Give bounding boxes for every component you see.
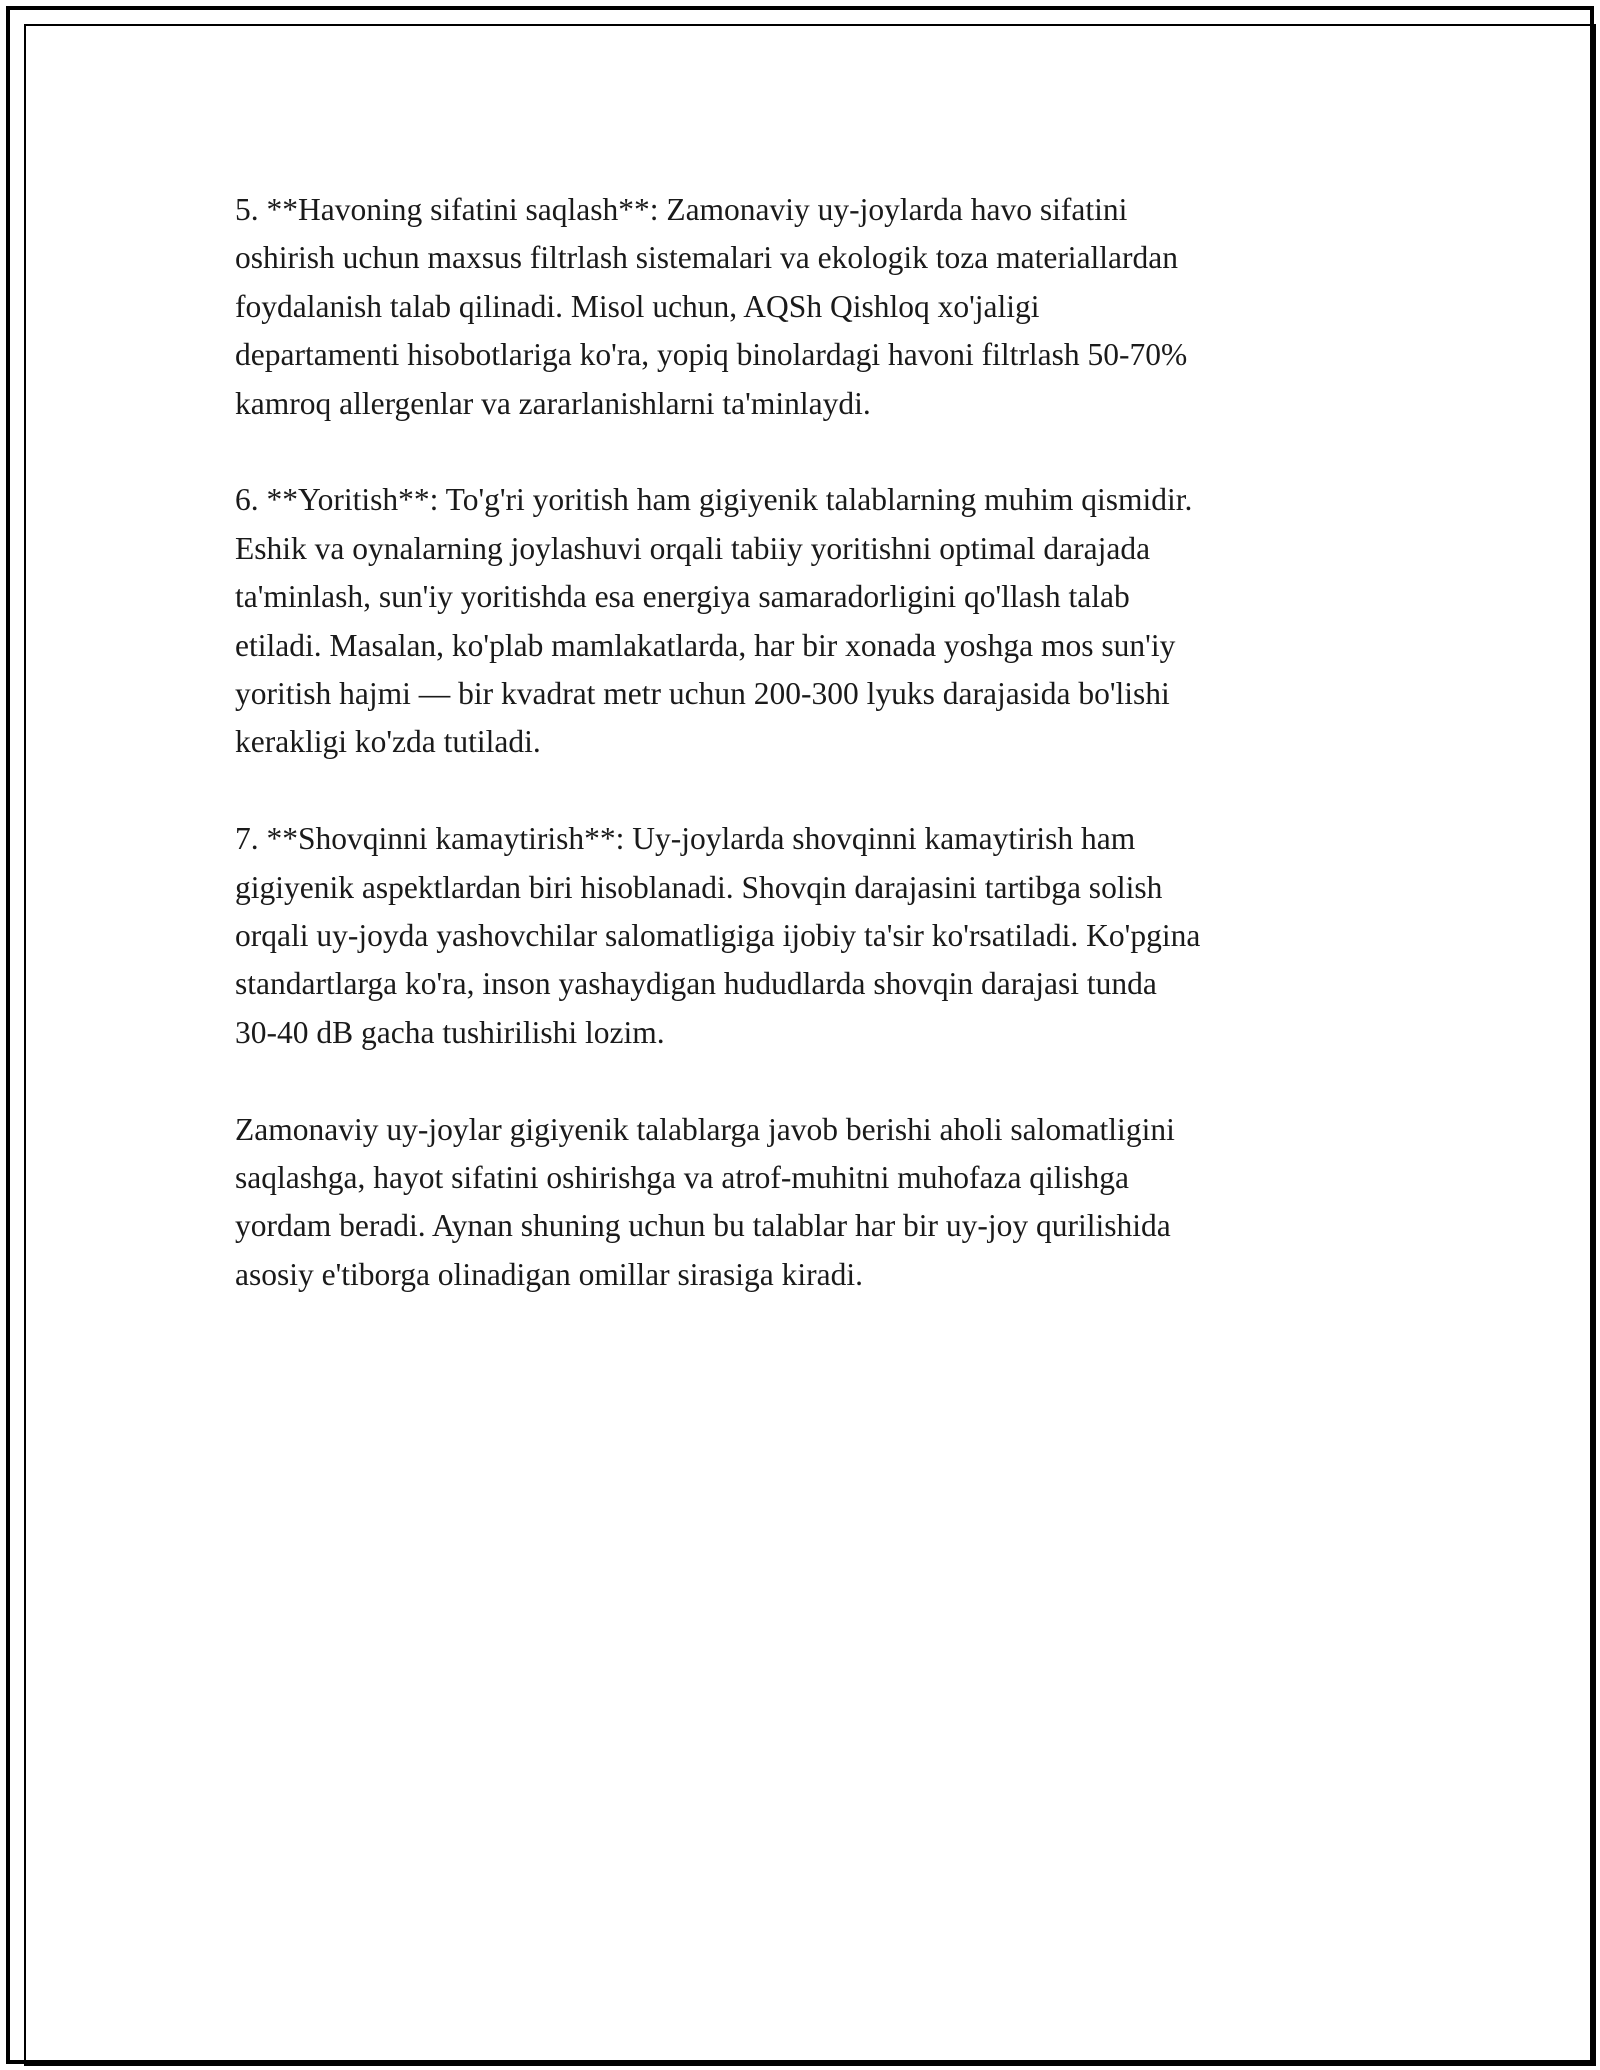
paragraph-air-quality (235, 186, 1385, 428)
text-line: Eshik va oynalarning joylashuvi orqali tabiiy yoritishni optimal darajada (235, 530, 1151, 566)
text-line: departamenti hisobotlariga ko'ra, yopiq binolardagi havoni filtrlash 50-70% (235, 337, 1188, 373)
text-line: foydalanish talab qilinadi. Misol uchun, AQSh Qishloq xo'jaligi (235, 288, 1040, 324)
text-line: Zamonaviy uy-joylar gigiyenik talablarga javob berishi aholi salomatligini (235, 1111, 1175, 1147)
text-line: yoritish hajmi — bir kvadrat metr uchun 200-300 lyuks darajasida bo'lishi (235, 676, 1170, 712)
text-line: kerakligi ko'zda tutiladi. (235, 724, 541, 760)
text-line: standartlarga ko'ra, inson yashaydigan hududlarda shovqin darajasi tunda (235, 966, 1157, 1002)
text-line: yordam beradi. Aynan shuning uchun bu talablar har bir uy-joy qurilishida (235, 1208, 1171, 1244)
text-line: 7. **Shovqinni kamaytirish**: Uy-joylarda shovqinni kamaytirish ham (235, 821, 1136, 857)
text-line: 5. **Havoning sifatini saqlash**: Zamonaviy uy-joylarda havo sifatini (235, 192, 1128, 227)
text-line: oshirish uchun maxsus filtrlash sistemalari va ekologik toza materiallardan (235, 240, 1179, 276)
text-line: orqali uy-joyda yashovchilar salomatligiga ijobiy ta'sir ko'rsatiladi. Ko'pgina (235, 918, 1201, 954)
text-line: asosiy e'tiborga olinadigan omillar sirasiga kiradi. (235, 1256, 863, 1292)
document-body (235, 186, 1385, 1348)
text-line: 6. **Yoritish**: To'g'ri yoritish ham gigiyenik talablarning muhim qismidir. (235, 482, 1193, 518)
text-line: ta'minlash, sun'iy yoritishda esa energiya samaradorligini qo'llash talab (235, 579, 1130, 615)
text-line: saqlashga, hayot sifatini oshirishga va atrof-muhitni muhofaza qilishga (235, 1160, 1130, 1196)
text-line: etiladi. Masalan, ko'plab mamlakatlarda, har bir xonada yoshga mos sun'iy (235, 627, 1176, 663)
paragraph-lighting (235, 476, 1385, 766)
text-line: kamroq allergenlar va zararlanishlarni ta'minlaydi. (235, 385, 871, 421)
text-line: gigiyenik aspektlardan biri hisoblanadi. Shovqin darajasini tartibga solish (235, 869, 1163, 905)
text-line: 30-40 dB gacha tushirilishi lozim. (235, 1014, 665, 1050)
paragraph-conclusion (235, 1106, 1385, 1300)
paragraph-noise-reduction (235, 815, 1385, 1057)
